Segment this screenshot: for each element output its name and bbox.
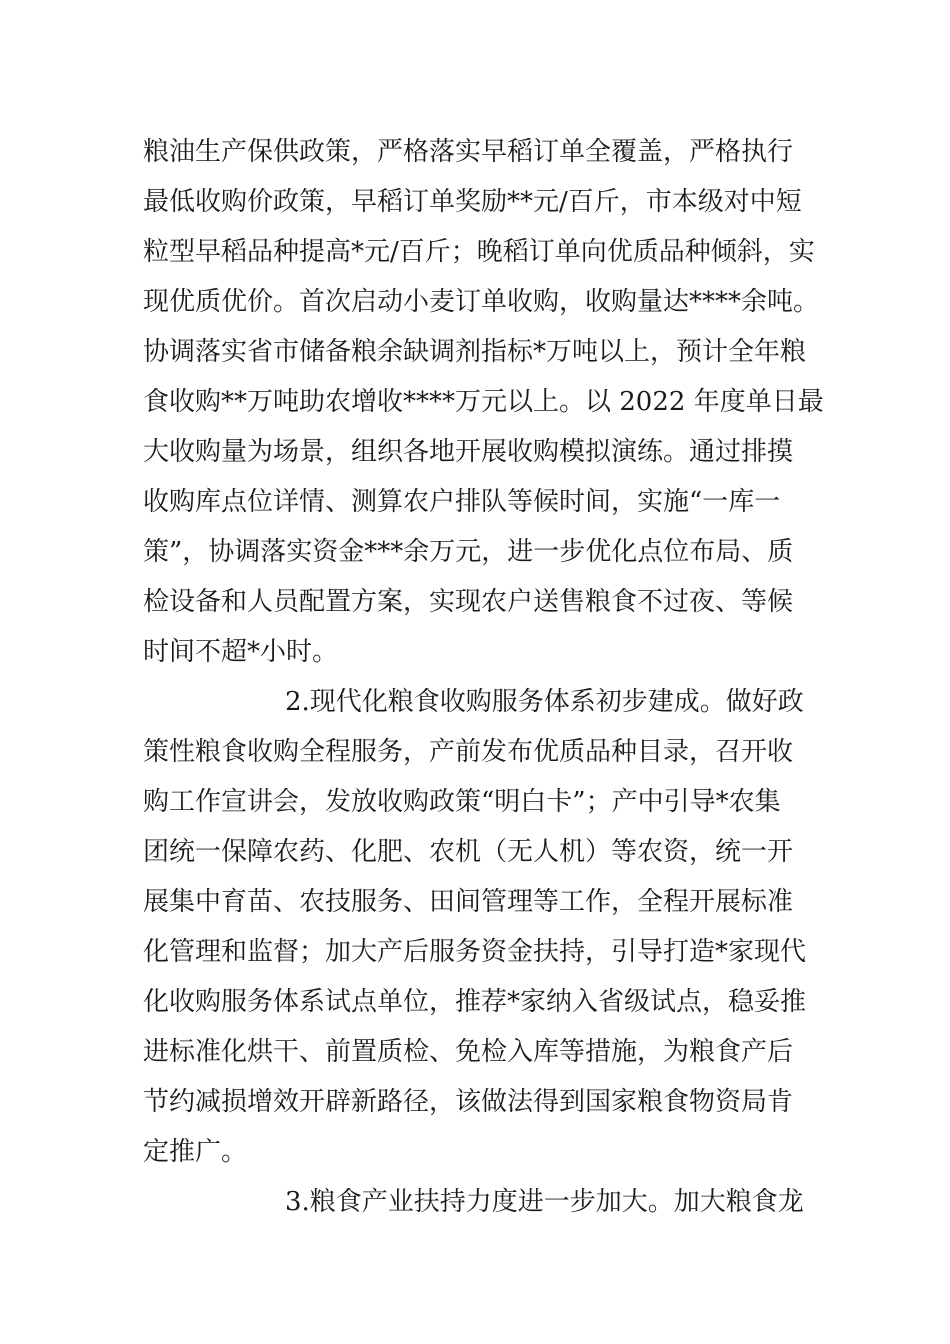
paragraph-1-line: 现优质优价。首次启动小麦订单收购，收购量达****余吨。	[143, 287, 820, 317]
paragraph-1-line: 粒型早稻品种提高*元/百斤；晚稻订单向优质品种倾斜，实	[143, 237, 815, 267]
paragraph-2-line: 定推广。	[143, 1137, 248, 1167]
paragraph-2-line: 化收购服务体系试点单位，推荐*家纳入省级试点，稳妥推	[143, 987, 807, 1017]
paragraph-2-line: 购工作宣讲会，发放收购政策“明白卡”；产中引导*农集	[143, 787, 781, 817]
paragraph-1-line: 策”，协调落实资金***余万元，进一步优化点位布局、质	[143, 537, 794, 567]
paragraph-1-line: 粮油生产保供政策，严格落实早稻订单全覆盖，严格执行	[143, 137, 794, 167]
paragraph-1-line: 收购库点位详情、测算农户排队等候时间，实施“一库一	[143, 487, 781, 517]
paragraph-3-heading-line: 3.粮食产业扶持力度进一步加大。加大粮食龙	[285, 1187, 804, 1217]
paragraph-2-line: 策性粮食收购全程服务，产前发布优质品种目录，召开收	[143, 737, 794, 767]
paragraph-2-line: 进标准化烘干、前置质检、免检入库等措施，为粮食产后	[143, 1037, 794, 1067]
paragraph-1-line: 协调落实省市储备粮余缺调剂指标*万吨以上，预计全年粮	[143, 337, 807, 367]
paragraph-1-line: 大收购量为场景，组织各地开展收购模拟演练。通过排摸	[143, 437, 794, 467]
paragraph-2-line: 展集中育苗、农技服务、田间管理等工作，全程开展标准	[143, 887, 794, 917]
paragraph-2-line: 化管理和监督；加大产后服务资金扶持，引导打造*家现代	[143, 937, 807, 967]
paragraph-1-line: 时间不超*小时。	[143, 637, 339, 667]
paragraph-2-line: 节约减损增效开辟新路径，该做法得到国家粮食物资局肯	[143, 1087, 794, 1117]
paragraph-2-line: 团统一保障农药、化肥、农机（无人机）等农资，统一开	[143, 837, 794, 867]
paragraph-2-heading-line: 2.现代化粮食收购服务体系初步建成。做好政	[285, 687, 804, 717]
paragraph-1-line: 检设备和人员配置方案，实现农户送售粮食不过夜、等候	[143, 587, 794, 617]
paragraph-1-line: 食收购**万吨助农增收****万元以上。以 2022 年度单日最	[143, 387, 824, 417]
paragraph-1-line: 最低收购价政策，早稻订单奖励**元/百斤，市本级对中短	[143, 187, 802, 217]
